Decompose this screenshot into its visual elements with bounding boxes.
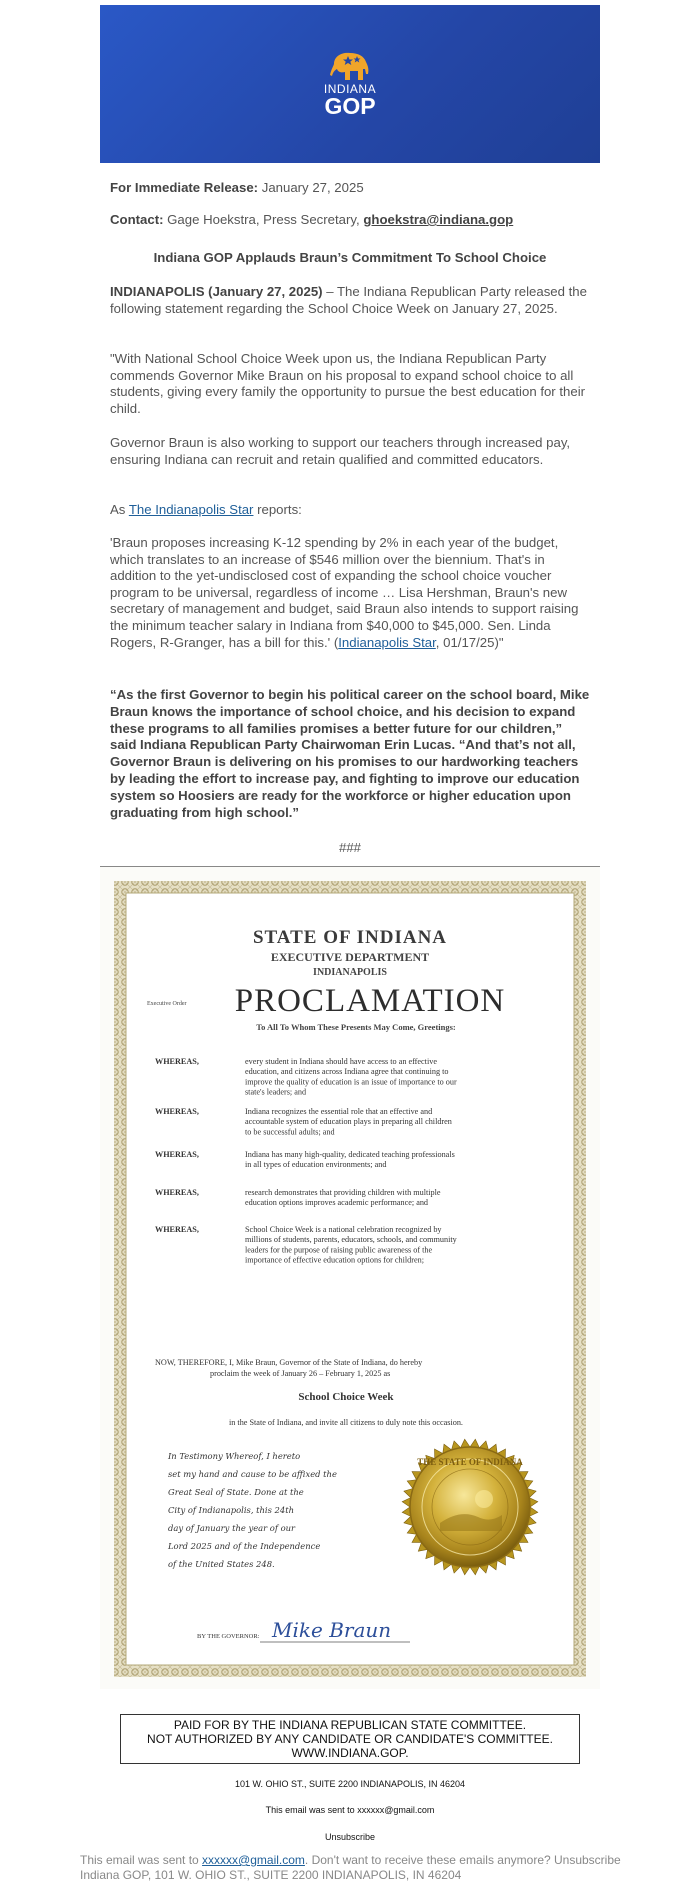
proclamation-image bbox=[100, 866, 600, 1689]
headline: Indiana GOP Applauds Braun’s Commitment To School Choice bbox=[153, 250, 547, 265]
testimony-line: Great Seal of State. Done at the bbox=[168, 1487, 304, 1497]
indiana-gop-logo[interactable] bbox=[318, 50, 382, 120]
now-therefore-1: NOW, THEREFORE, I, Mike Braun, Governor of the State of Indiana, do hereby bbox=[155, 1358, 423, 1367]
bottom-email-link[interactable]: xxxxxx@gmail.com bbox=[202, 1853, 305, 1867]
seal-text: THE STATE OF INDIANA bbox=[417, 1457, 523, 1467]
excerpt-source-link[interactable]: Indianapolis Star bbox=[338, 634, 436, 650]
release-date: January 27, 2025 bbox=[261, 180, 364, 195]
footer-sent-to: This email was sent to xxxxxx@gmail.com bbox=[265, 1805, 435, 1815]
school-choice-quote: "With National School Choice Week upon us, the Indiana Republican Party commends Governor Mike Braun on his proposal to expand school choice to all students, giving every family the opportunity to pursue the best education for their child. bbox=[110, 351, 586, 416]
testimony-line: Lord 2025 and of the Independence bbox=[168, 1541, 321, 1551]
by-governor-label: BY THE GOVERNOR: bbox=[197, 1633, 260, 1640]
testimony-line: day of January the year of our bbox=[168, 1523, 296, 1533]
release-line bbox=[110, 180, 364, 197]
testimony-line: In Testimony Whereof, I hereto bbox=[168, 1451, 301, 1461]
procl-invite: in the State of Indiana, and invite all citizens to duly note this occasion. bbox=[229, 1418, 463, 1427]
whereas-line: accountable system of education plays in preparing all children bbox=[245, 1117, 452, 1127]
now-therefore-2: proclaim the week of January 26 – February 1, 2025 as bbox=[210, 1369, 391, 1378]
procl-city: INDIANAPOLIS bbox=[313, 967, 387, 978]
proclamation-svg bbox=[100, 867, 600, 1689]
elephant-icon bbox=[328, 50, 372, 82]
footer-address: 101 W. OHIO ST., SUITE 2200 INDIANAPOLIS, IN 46204 bbox=[234, 1779, 466, 1789]
governor-signature: Mike Braun bbox=[272, 1618, 392, 1642]
whereas-line: Indiana recognizes the essential role that an effective and bbox=[245, 1107, 433, 1116]
indianapolis-star-link[interactable]: The Indianapolis Star bbox=[128, 502, 254, 517]
bottom-suffix: . Don't want to receive these emails anymore? Unsubscribe bbox=[304, 1853, 621, 1867]
end-mark: ### bbox=[338, 840, 361, 855]
as-suffix: reports: bbox=[253, 502, 302, 517]
bottom-address: Indiana GOP, 101 W. OHIO ST., SUITE 2200 INDIANAPOLIS, IN 46204 bbox=[80, 1868, 462, 1882]
whereas-line: in all types of education environments; and bbox=[245, 1160, 387, 1170]
whereas-line: leaders for the purpose of raising public awareness of the bbox=[245, 1245, 433, 1255]
excerpt-text: 'Braun proposes increasing K-12 spending by 2% in each year of the budget, which translates to an increase of $546 million over the biennium. That's in addition to the yet-undisclosed cost of expanding the school choice voucher program to be universal, regardless of income … Lisa Hershman, Braun's new secretary of management and budget, said Braun also intends to support raising the minimum teacher salary in Indiana from $40,000 to $45,000. Sen. Linda Rogers, R-Granger, has a bill for this.' ( bbox=[110, 535, 579, 650]
contact-line bbox=[110, 212, 513, 229]
paid-line-3: WWW.INDIANA.GOP. bbox=[291, 1746, 409, 1760]
paid-line-2: NOT AUTHORIZED BY ANY CANDIDATE OR CANDIDATE'S COMMITTEE. bbox=[147, 1732, 553, 1746]
lead-paragraph bbox=[110, 284, 590, 317]
as-reports-line bbox=[110, 502, 302, 519]
unsubscribe-link[interactable]: Unsubscribe bbox=[324, 1832, 376, 1842]
testimony-line: set my hand and cause to be affixed the bbox=[168, 1469, 337, 1479]
logo-party-text: GOP bbox=[324, 93, 376, 119]
bottom-prefix: This email was sent to bbox=[80, 1853, 203, 1867]
whereas-line: research demonstrates that providing children with multiple bbox=[245, 1188, 441, 1197]
release-label: For Immediate Release: bbox=[110, 180, 259, 195]
whereas-line: millions of students, parents, educators, schools, and community bbox=[245, 1235, 457, 1245]
whereas-line: Indiana has many high-quality, dedicated teaching professionals bbox=[245, 1150, 455, 1159]
procl-order-label: Executive Order bbox=[147, 1001, 187, 1007]
dateline: INDIANAPOLIS (January 27, 2025) bbox=[110, 284, 323, 299]
whereas-line: education, and citizens across Indiana agree that continuing to bbox=[245, 1067, 449, 1077]
contact-label: Contact: bbox=[110, 212, 164, 227]
paid-for-box bbox=[120, 1714, 580, 1764]
whereas-line: importance of effective education options for children; bbox=[245, 1255, 424, 1265]
whereas-line: state's leaders; and bbox=[245, 1087, 307, 1097]
whereas-label: WHEREAS, bbox=[155, 1057, 199, 1066]
whereas-label: WHEREAS, bbox=[155, 1107, 199, 1116]
week-name: School Choice Week bbox=[298, 1391, 394, 1403]
contact-name: Gage Hoekstra, Press Secretary, bbox=[167, 212, 360, 227]
governor-paragraph: Governor Braun is also working to support our teachers through increased pay, ensuring Indiana can recruit and retain qualified and committed educators. bbox=[110, 435, 571, 467]
star-excerpt bbox=[110, 535, 590, 651]
testimony-line: City of Indianapolis, this 24th bbox=[168, 1505, 294, 1515]
whereas-label: WHEREAS, bbox=[155, 1150, 199, 1159]
chairwoman-quote: “As the first Governor to begin his political career on the school board, Mike Braun knows the importance of school choice, and his decision to expand these programs to all families promises a better future for our children,” said Indiana Republican Party Chairwoman Erin Lucas. “And that’s not all, Governor Braun is delivering on his promises to our hardworking teachers by leading the effort to increase pay, and fighting to improve our education system so Hoosiers are ready for the workforce or higher education upon graduating from high school.” bbox=[110, 687, 590, 820]
as-prefix: As bbox=[110, 502, 129, 517]
logo-state-text: INDIANA bbox=[323, 82, 377, 96]
testimony-line: of the United States 248. bbox=[168, 1559, 275, 1569]
whereas-line: every student in Indiana should have access to an effective bbox=[245, 1057, 437, 1066]
whereas-label: WHEREAS, bbox=[155, 1225, 199, 1234]
procl-title: PROCLAMATION bbox=[234, 983, 506, 1019]
procl-greeting: To All To Whom These Presents May Come, Greetings: bbox=[256, 1022, 456, 1032]
whereas-line: education options improves academic performance; and bbox=[245, 1198, 429, 1208]
procl-state: STATE OF INDIANA bbox=[252, 927, 448, 948]
excerpt-tail: , 01/17/25)" bbox=[435, 634, 504, 650]
whereas-line: improve the quality of education is an issue of importance to our bbox=[245, 1077, 457, 1087]
paid-line-1: PAID FOR BY THE INDIANA REPUBLICAN STATE COMMITTEE. bbox=[173, 1718, 527, 1732]
lead-text: – The Indiana Republican Party released the following statement regarding the School Choice Week on January 27, 2025. bbox=[110, 284, 587, 316]
whereas-line: to be successful adults; and bbox=[245, 1127, 335, 1137]
bottom-sent-line bbox=[80, 1853, 621, 1867]
procl-department: EXECUTIVE DEPARTMENT bbox=[270, 950, 430, 964]
whereas-line: School Choice Week is a national celebration recognized by bbox=[245, 1225, 442, 1234]
contact-email-link[interactable]: ghoekstra@indiana.gop bbox=[363, 212, 514, 227]
whereas-label: WHEREAS, bbox=[155, 1188, 199, 1197]
